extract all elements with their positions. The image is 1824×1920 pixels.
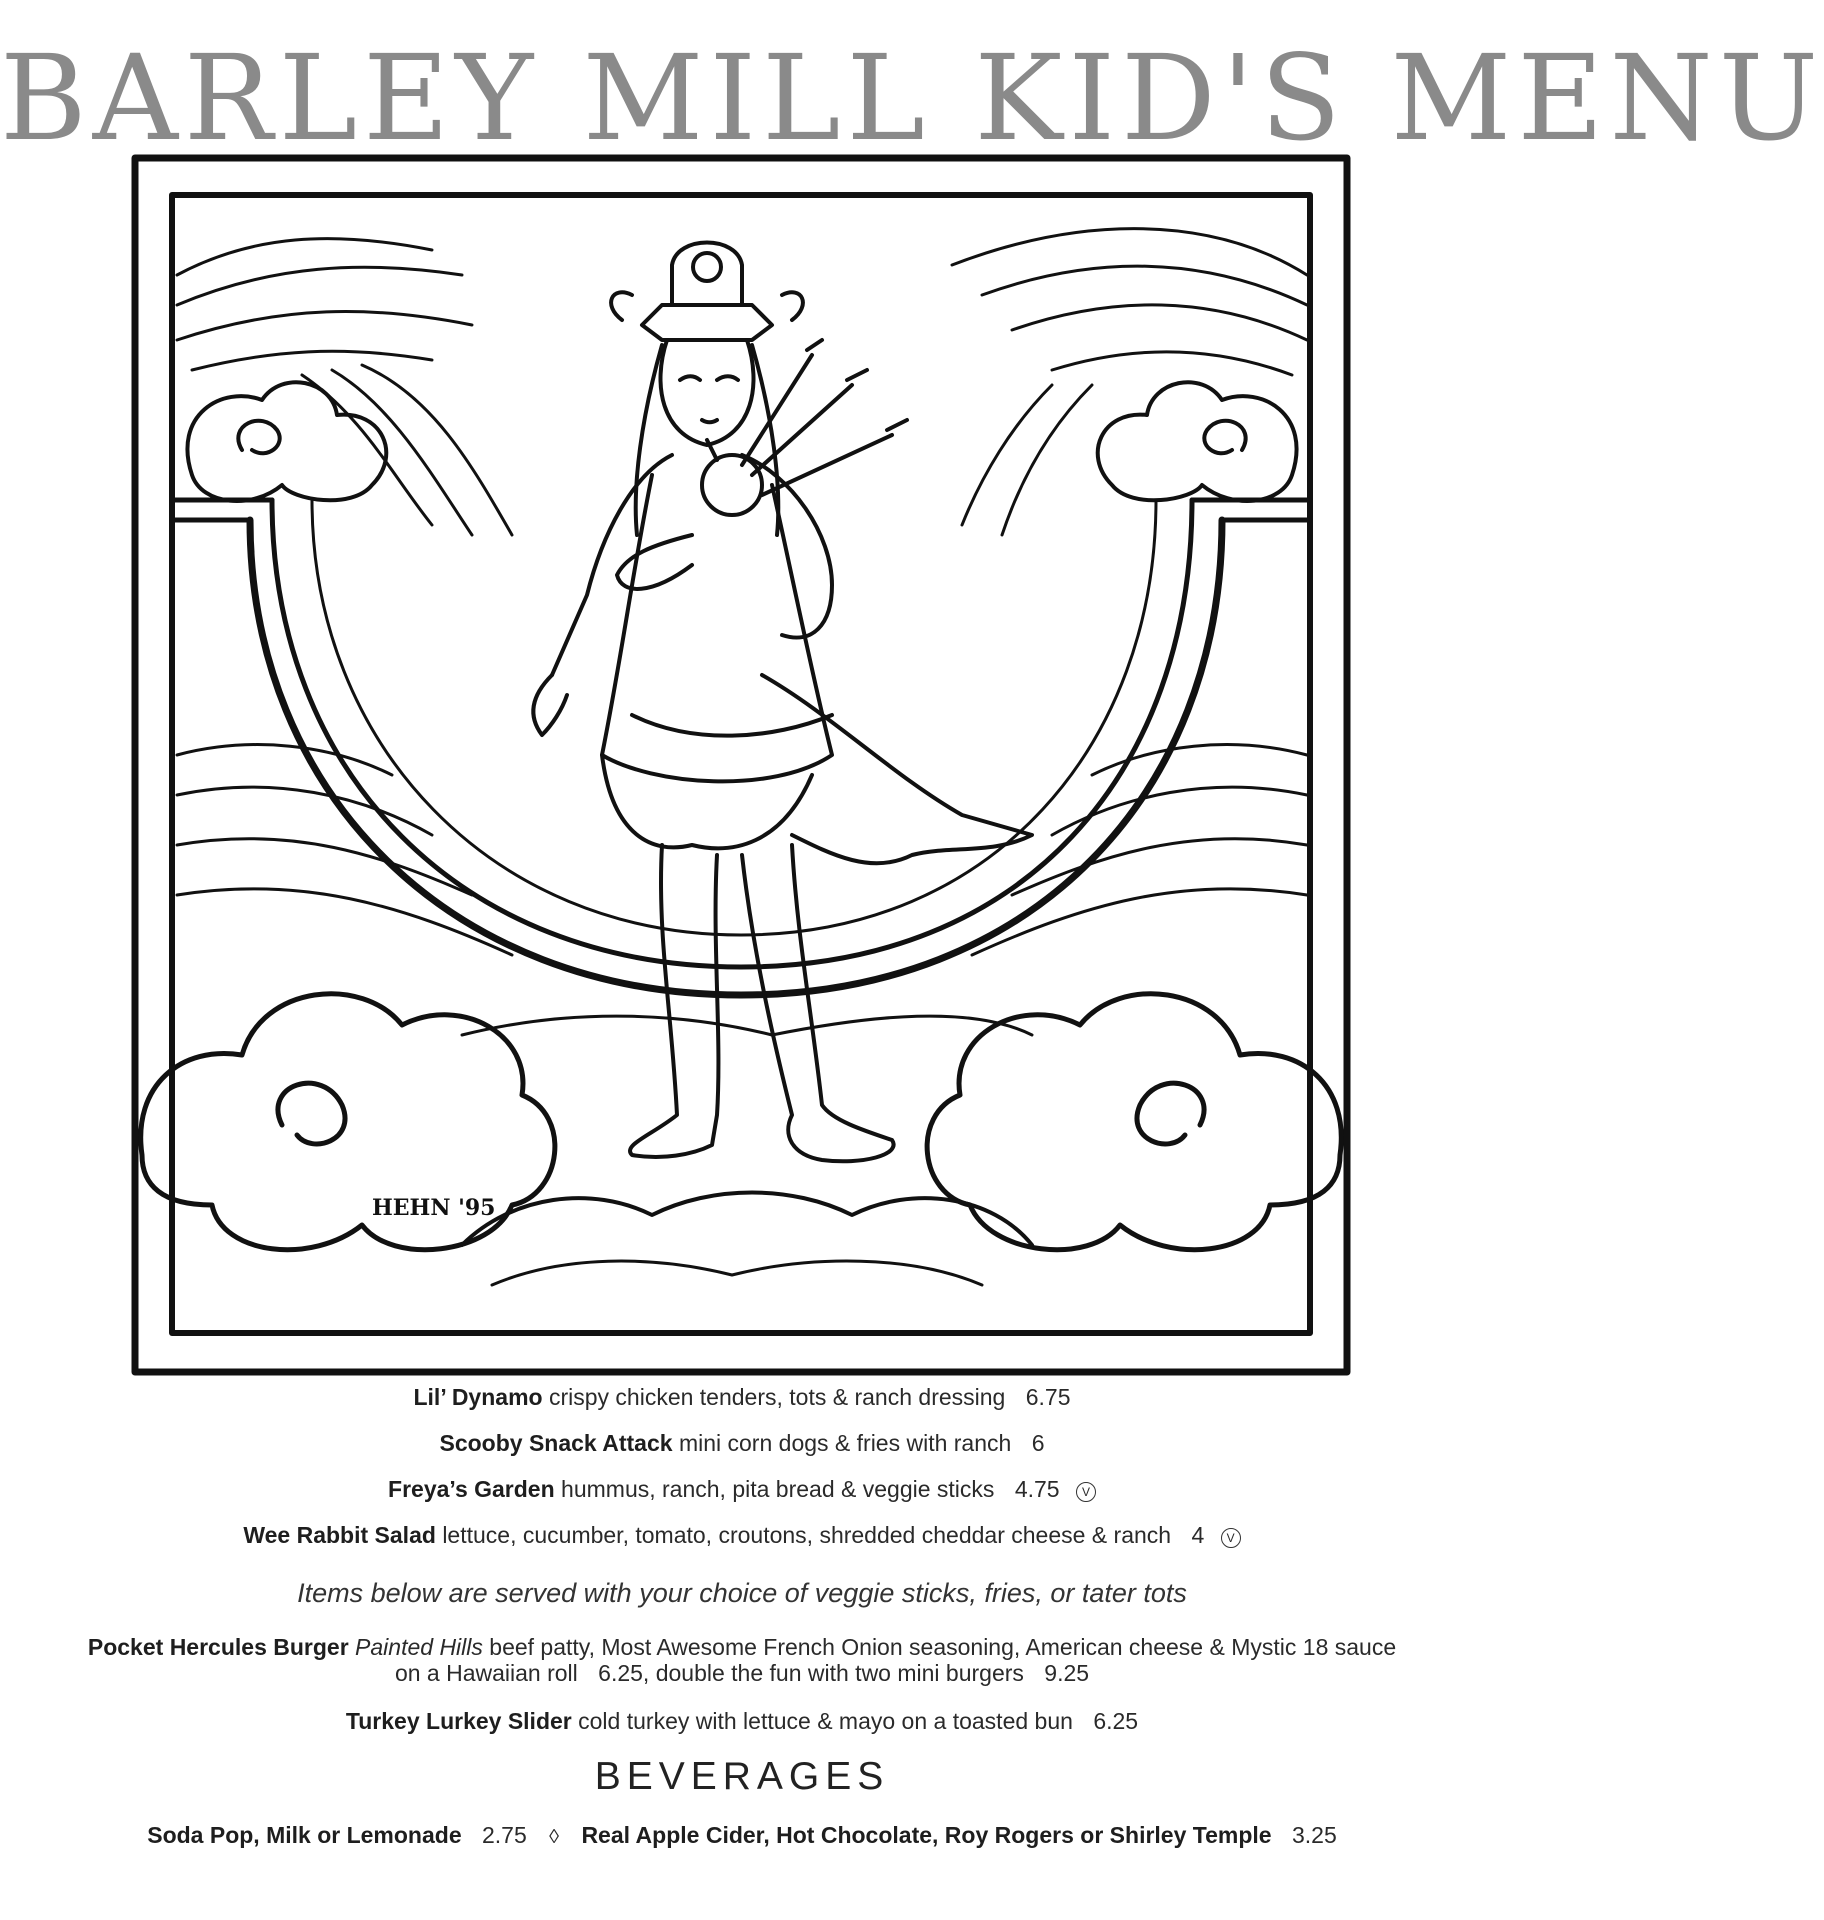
- artist-signature: HEHN '95: [372, 1195, 496, 1221]
- item-name: Wee Rabbit Salad: [243, 1522, 436, 1548]
- item-name: Lil’ Dynamo: [413, 1384, 543, 1410]
- item-price: 4.75: [1014, 1476, 1060, 1502]
- item-desc: hummus, ranch, pita bread & veggie sticks: [561, 1476, 995, 1502]
- double-option-text: double the fun with two mini burgers: [655, 1660, 1024, 1686]
- sides-note: Items below are served with your choice of veggie sticks, fries, or tater tots: [297, 1578, 1187, 1608]
- item-name: Freya’s Garden: [388, 1476, 555, 1502]
- diamond-separator: ◊: [549, 1826, 560, 1848]
- item-desc: on a Hawaiian roll: [394, 1660, 578, 1686]
- item-desc: beef patty, Most Awesome French Onion seasoning, American cheese & Mystic 18 sauce: [489, 1634, 1397, 1660]
- menu-item-turkey-lurkey-slider: [0, 1708, 1484, 1735]
- double-option-price: 9.25: [1044, 1660, 1090, 1686]
- bagpiper-illustration: [132, 155, 1350, 1375]
- item-brand: Painted Hills: [355, 1634, 483, 1660]
- beverages-heading: BEVERAGES: [594, 1755, 890, 1798]
- menu-item-lil-dynamo: [0, 1384, 1484, 1411]
- item-desc: mini corn dogs & fries with ranch: [678, 1430, 1012, 1456]
- beverage-group-1: Soda Pop, Milk or Lemonade: [147, 1822, 462, 1848]
- item-desc: lettuce, cucumber, tomato, croutons, shredded cheddar cheese & ranch: [442, 1522, 1172, 1548]
- menu-item-freyas-garden: [0, 1476, 1484, 1503]
- menu-title: BARLEY MILL KID'S MENU: [0, 29, 1824, 167]
- item-price: 6.75: [1025, 1384, 1071, 1410]
- vegan-icon: V: [1076, 1482, 1096, 1502]
- item-price: 6.25,: [598, 1660, 650, 1686]
- item-price: 4: [1191, 1522, 1205, 1548]
- item-name: Turkey Lurkey Slider: [345, 1708, 572, 1734]
- burger-desc-line2: [0, 1660, 1484, 1687]
- item-desc: crispy chicken tenders, tots & ranch dressing: [548, 1384, 1006, 1410]
- beverage-group-2: Real Apple Cider, Hot Chocolate, Roy Rogers or Shirley Temple: [581, 1822, 1272, 1848]
- menu-item-wee-rabbit-salad: [0, 1522, 1484, 1549]
- beverages-line: [0, 1822, 1484, 1849]
- menu-item-pocket-hercules-burger: [0, 1634, 1484, 1661]
- beverage-price-1: 2.75: [482, 1822, 527, 1848]
- item-price: 6: [1031, 1430, 1045, 1456]
- vegan-icon: V: [1221, 1528, 1241, 1548]
- menu-item-scooby-snack-attack: [0, 1430, 1484, 1457]
- beverage-price-2: 3.25: [1291, 1822, 1337, 1848]
- item-name: Pocket Hercules Burger: [87, 1634, 349, 1660]
- item-price: 6.25: [1093, 1708, 1139, 1734]
- item-name: Scooby Snack Attack: [439, 1430, 673, 1456]
- item-desc: cold turkey with lettuce & mayo on a toasted bun: [578, 1708, 1073, 1734]
